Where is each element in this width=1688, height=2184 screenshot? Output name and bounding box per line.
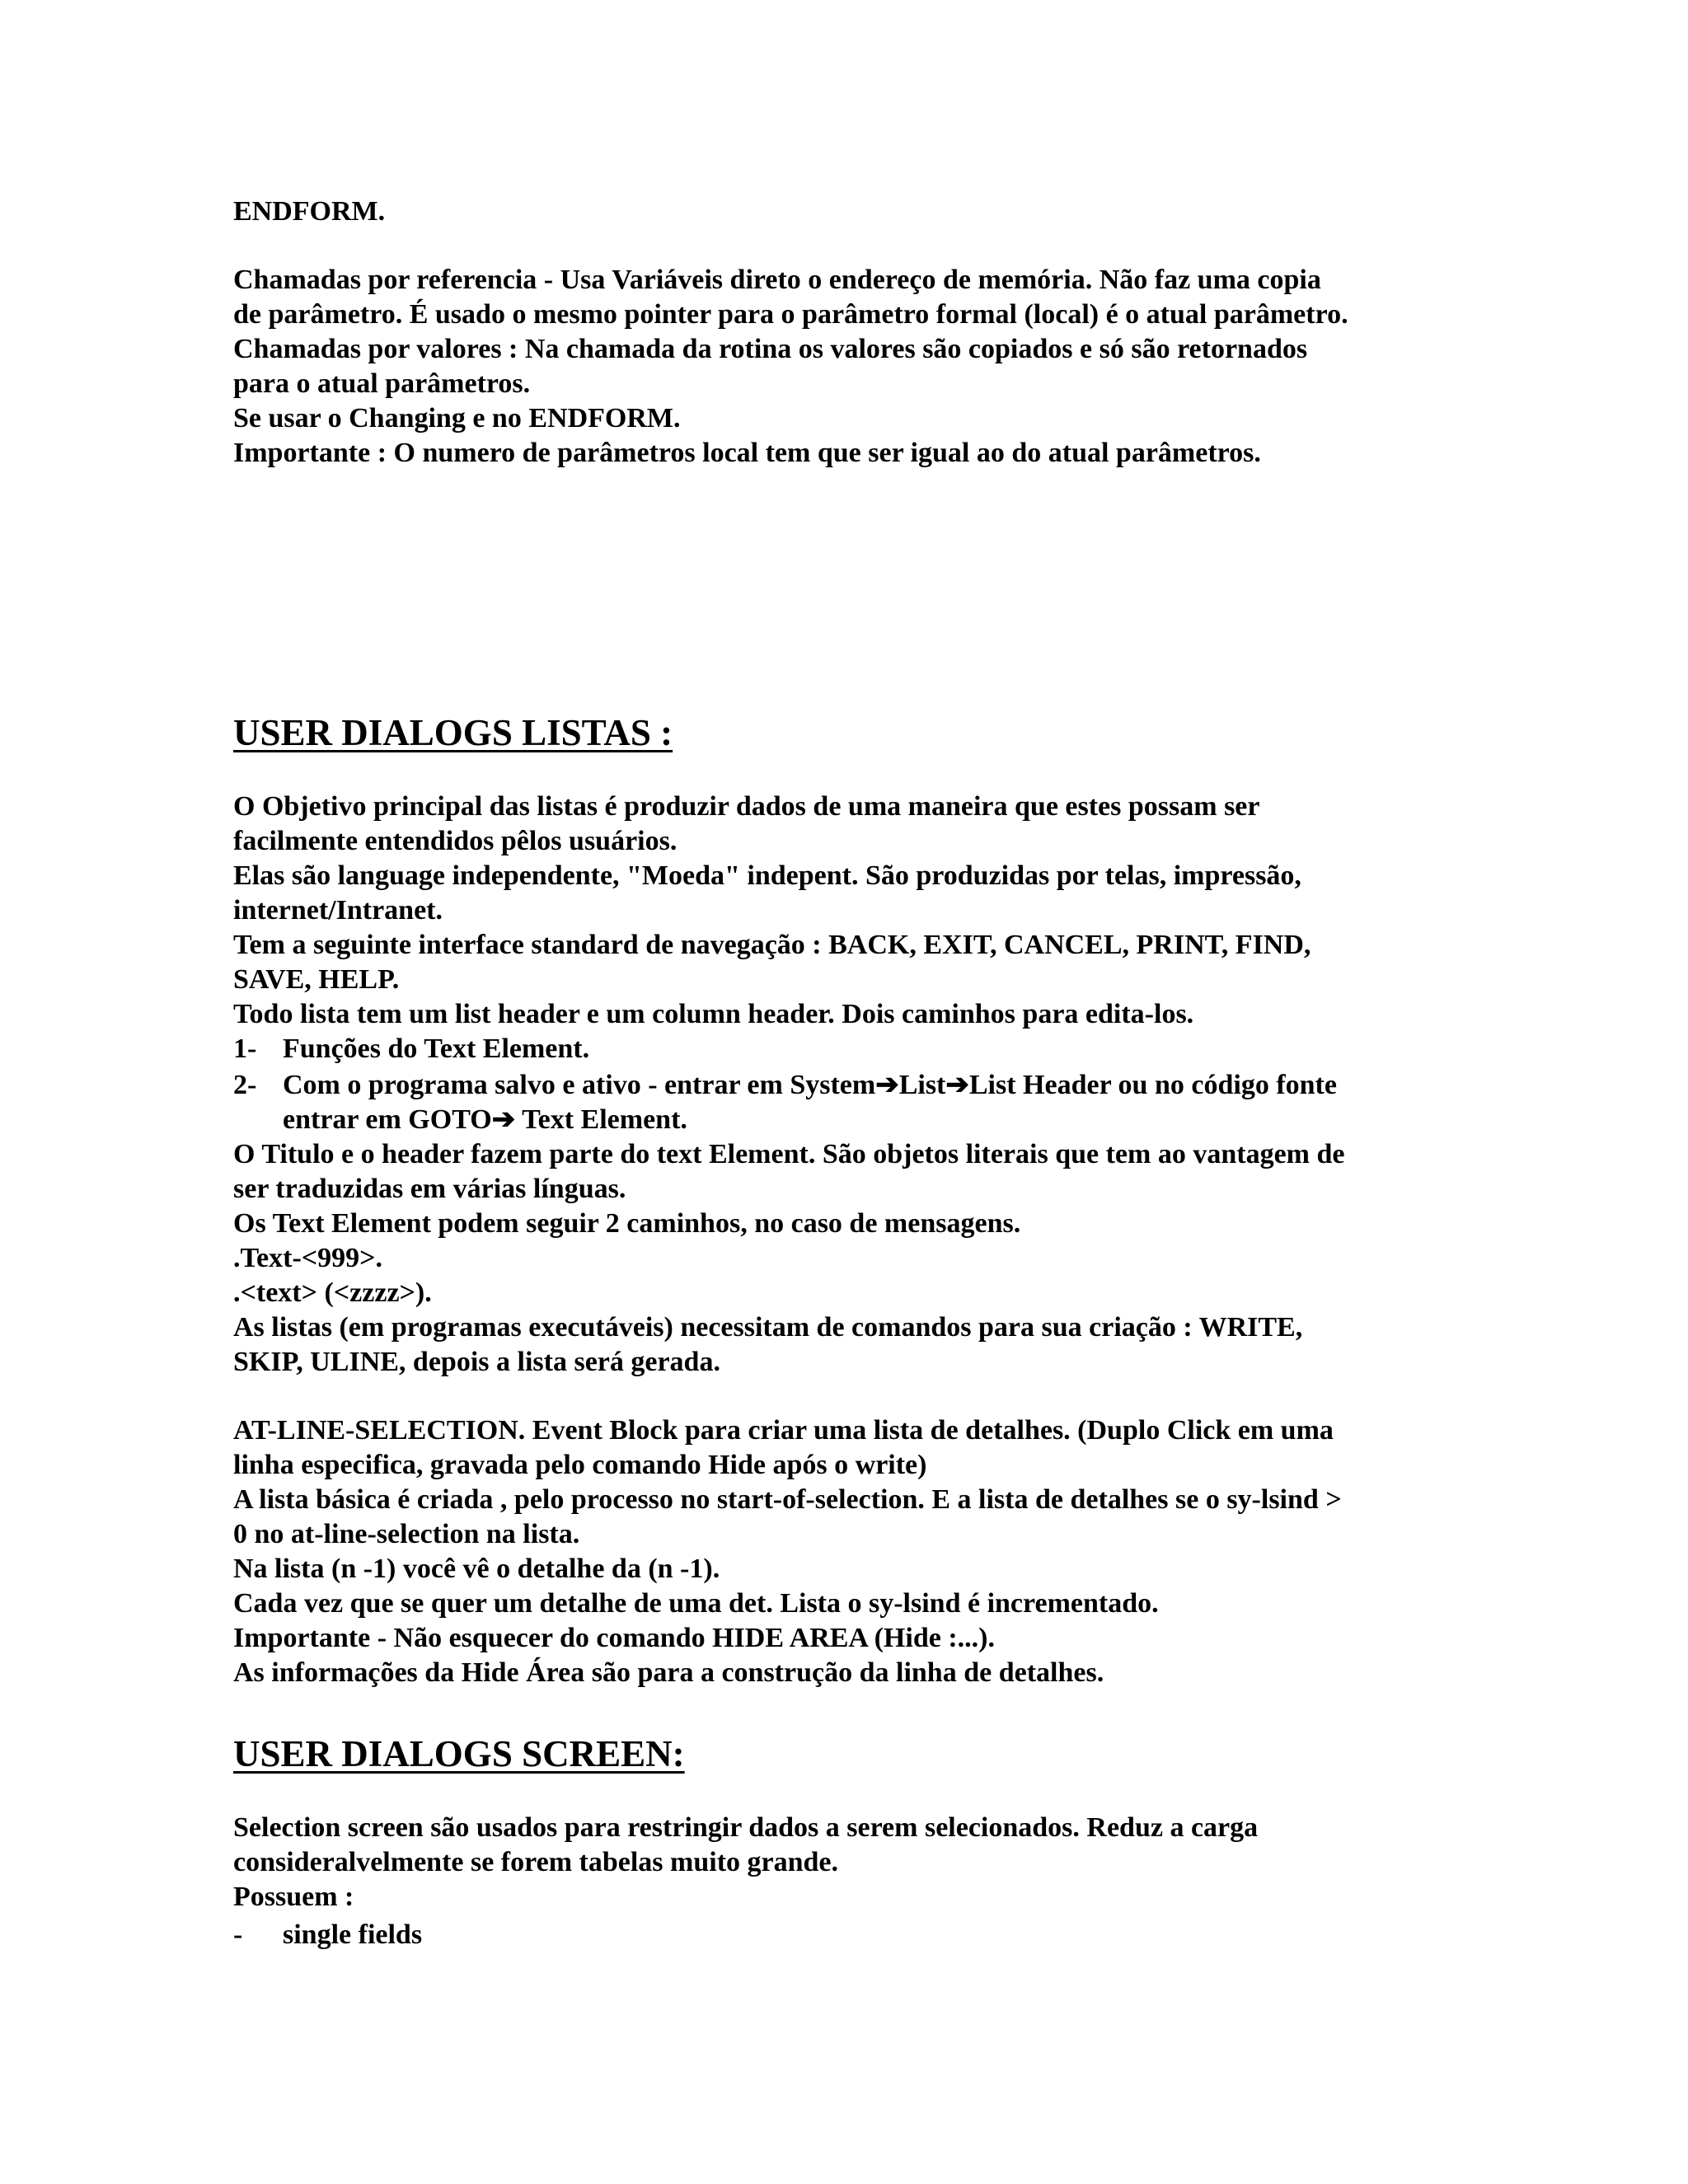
paragraph-line: Selection screen são usados para restringir dados a serem selecionados. Reduz a carga <box>233 1812 1259 1843</box>
paragraph-line: 0 no at-line-selection na lista. <box>233 1519 580 1549</box>
paragraph-line: ser traduzidas em várias línguas. <box>233 1174 626 1204</box>
paragraph-line: Importante : O numero de parâmetros local tem que ser igual ao do atual parâmetros. <box>233 438 1261 468</box>
paragraph-line: facilmente entendidos pêlos usuários. <box>233 826 678 856</box>
paragraph-line: Elas são language independente, "Moeda" indepent. São produzidas por telas, impressão, <box>233 860 1301 891</box>
item-text: Com o programa salvo e ativo - entrar em System➔List➔List Header ou no código fonte <box>283 1070 1337 1100</box>
endform-line: ENDFORM. <box>233 196 386 227</box>
paragraph-line: Todo lista tem um list header e um column header. Dois caminhos para edita-los. <box>233 999 1194 1029</box>
paragraph-line: O Objetivo principal das listas é produzir dados de uma maneira que estes possam ser <box>233 791 1260 822</box>
paragraph-line: de parâmetro. É usado o mesmo pointer para o parâmetro formal (local) é o atual parâmetro. <box>233 299 1348 330</box>
paragraph-line: As informações da Hide Área são para a construção da linha de detalhes. <box>233 1657 1104 1688</box>
section-heading-listas: USER DIALOGS LISTAS : <box>233 712 673 753</box>
item-number: 2- <box>233 1070 257 1100</box>
bullet-dash: - <box>233 1919 243 1950</box>
numbered-item-1 <box>233 1032 589 1066</box>
paragraph-line: As listas (em programas executáveis) necessitam de comandos para sua criação : WRITE, <box>233 1312 1303 1343</box>
paragraph-line: internet/Intranet. <box>233 895 443 926</box>
paragraph-line: O Titulo e o header fazem parte do text Element. São objetos literais que tem ao vantagem de <box>233 1139 1345 1169</box>
paragraph-line: Chamadas por referencia - Usa Variáveis direto o endereço de memória. Não faz uma copia <box>233 265 1321 295</box>
paragraph-line: SKIP, ULINE, depois a lista será gerada. <box>233 1347 720 1377</box>
numbered-item-2-continuation: entrar em GOTO➔ Text Element. <box>283 1104 687 1135</box>
paragraph-line: .Text-<999>. <box>233 1243 383 1273</box>
paragraph-line: SAVE, HELP. <box>233 964 400 995</box>
numbered-item-2 <box>233 1068 1337 1103</box>
item-text: Funções do Text Element. <box>283 1033 590 1064</box>
paragraph-line: Os Text Element podem seguir 2 caminhos, no caso de mensagens. <box>233 1208 1021 1239</box>
paragraph-line: consideralvelmente se forem tabelas muito grande. <box>233 1847 839 1877</box>
paragraph-line: Possuem : <box>233 1882 354 1912</box>
paragraph-line: .<text> (<zzzz>). <box>233 1277 432 1308</box>
paragraph-line: Cada vez que se quer um detalhe de uma det. Lista o sy-lsind é incrementado. <box>233 1588 1159 1619</box>
bullet-text: single fields <box>283 1919 423 1950</box>
paragraph-line: A lista básica é criada , pelo processo no start-of-selection. E a lista de detalhes se o sy-lsind > <box>233 1484 1342 1515</box>
paragraph-line: linha especifica, gravada pelo comando Hide após o write) <box>233 1450 927 1480</box>
section-heading-screen: USER DIALOGS SCREEN: <box>233 1733 685 1774</box>
item-number: 1- <box>233 1033 257 1064</box>
paragraph-line: Se usar o Changing e no ENDFORM. <box>233 403 681 434</box>
paragraph-line: Chamadas por valores : Na chamada da rotina os valores são copiados e só são retornados <box>233 334 1308 364</box>
paragraph-line: Na lista (n -1) você vê o detalhe da (n -1). <box>233 1554 720 1584</box>
paragraph-line: para o atual parâmetros. <box>233 368 531 399</box>
paragraph-line: Importante - Não esquecer do comando HIDE AREA (Hide :...). <box>233 1623 995 1653</box>
bullet-item <box>233 1918 422 1952</box>
paragraph-line: Tem a seguinte interface standard de navegação : BACK, EXIT, CANCEL, PRINT, FIND, <box>233 930 1311 960</box>
paragraph-line: AT-LINE-SELECTION. Event Block para criar uma lista de detalhes. (Duplo Click em uma <box>233 1415 1334 1446</box>
